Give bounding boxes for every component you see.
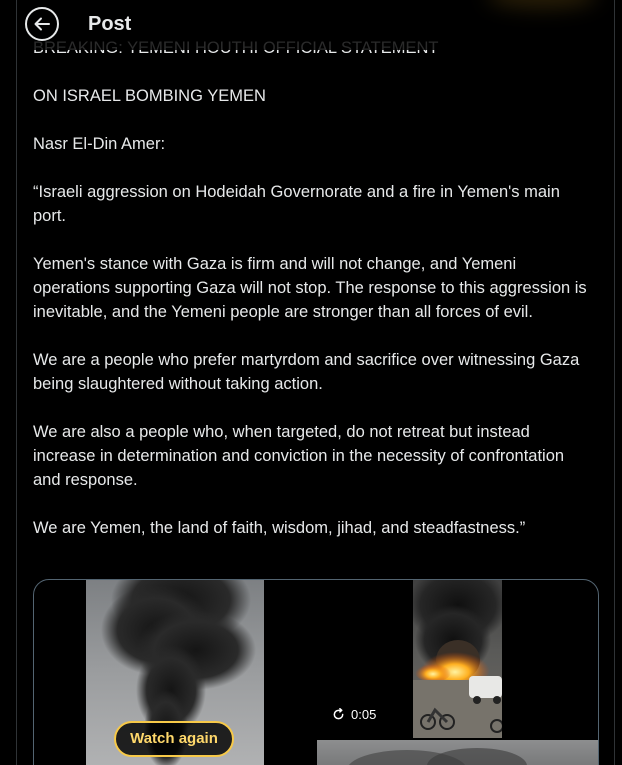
- post-paragraph: Nasr El-Din Amer:: [33, 135, 166, 153]
- duration-label: 0:05: [351, 707, 377, 722]
- video-thumbnail-third[interactable]: [317, 740, 598, 765]
- watch-again-button[interactable]: Watch again: [114, 721, 234, 757]
- video-media-card[interactable]: [33, 579, 599, 765]
- post-paragraph: We are Yemen, the land of faith, wisdom, jihad, and steadfastness.”: [33, 519, 526, 537]
- video-duration: [332, 707, 376, 722]
- smoke-cloud-image: [317, 740, 598, 765]
- post-paragraph: Yemen's stance with Gaza is firm and will not change, and Yemeni operations supporting Gaza will not stop. The response to this aggression is inevitable, and the Yemeni people are stronger than all forces of evil.: [33, 255, 587, 321]
- post-column: [16, 0, 615, 765]
- top-header: [17, 0, 614, 50]
- post-paragraph: “Israeli aggression on Hodeidah Governorate and a fire in Yemen's main port.: [33, 183, 560, 225]
- back-button[interactable]: [25, 7, 59, 41]
- post-paragraph: ON ISRAEL BOMBING YEMEN: [33, 87, 266, 105]
- post-paragraph: We are a people who prefer martyrdom and sacrifice over witnessing Gaza being slaughtered without taking action.: [33, 351, 580, 393]
- post-body: [33, 36, 593, 540]
- header-decoration: [487, 0, 597, 8]
- replay-icon: [332, 708, 345, 721]
- post-paragraph: We are also a people who, when targeted, do not retreat but instead increase in determination and conviction in the necessity of confrontation and response.: [33, 423, 565, 489]
- page-title: Post: [88, 13, 132, 35]
- video-thumbnail-fire[interactable]: [413, 580, 502, 738]
- arrow-left-icon: [33, 15, 51, 33]
- port-fire-image: [413, 580, 502, 738]
